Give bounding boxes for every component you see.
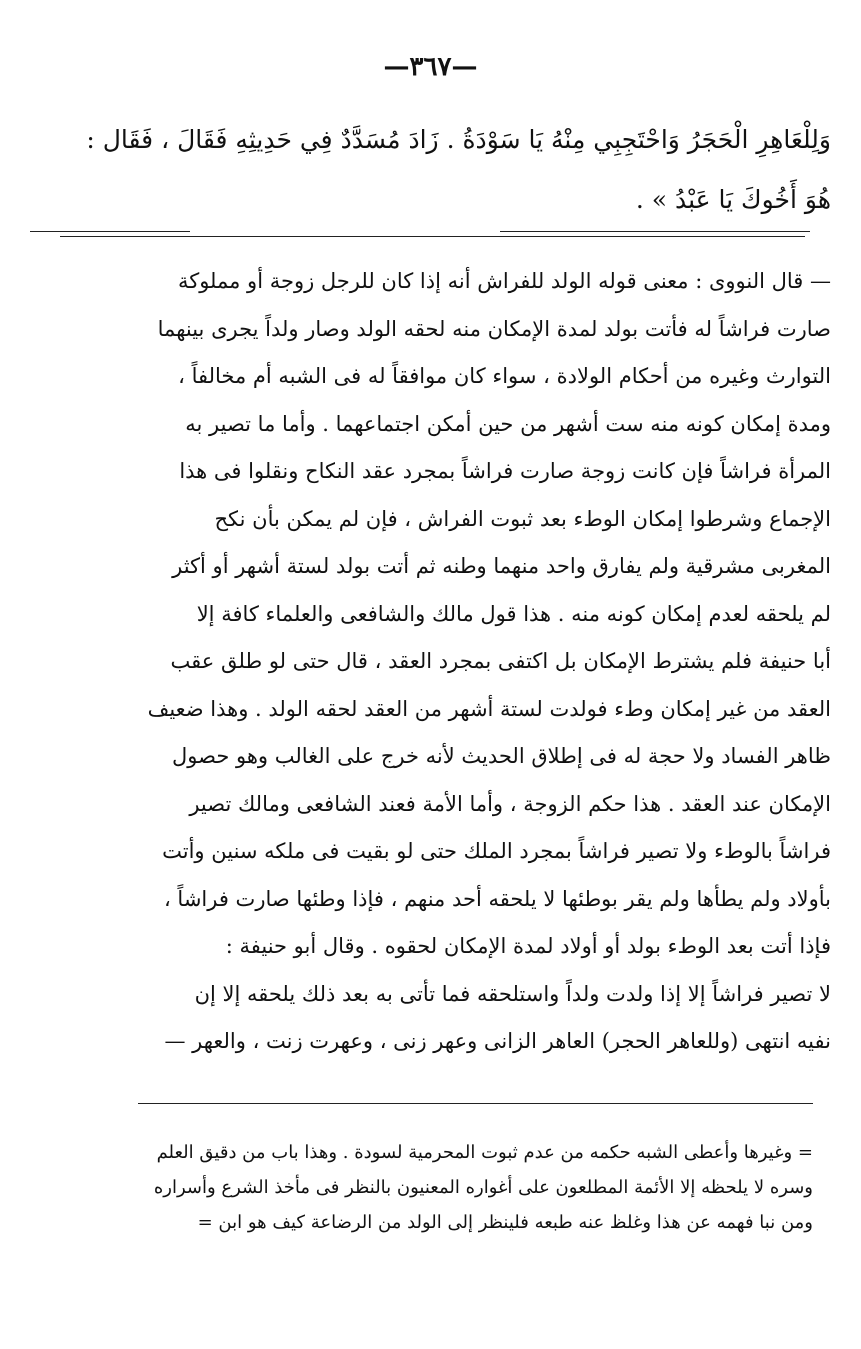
commentary-line: لم يلحقه لعدم إمكان كونه منه . هذا قول مالك والشافعى والعلماء كافة إلا [196, 601, 831, 626]
commentary-line: بأولاد ولم يطأها ولم يقر بوطئها لا يلحقه أحد منهم ، فإذا وطئها صارت فراشاً ، [163, 886, 831, 911]
separator-rule [500, 231, 810, 232]
commentary-line: — قال النووى : معنى قوله الولد للفراش أنه إذا كان للرجل زوجة أو مملوكة [177, 269, 831, 293]
footnote-line: ومن نبا فهمه عن هذا وغلظ عنه طبعه فلينظر إلى الولد من الرضاعة كيف هو ابن = [197, 1212, 813, 1233]
commentary-line: ومدة إمكان كونه منه ست أشهر من حين أمكن اجتماعهما . وأما ما تصير به [185, 411, 831, 436]
hadith-text [26, 110, 831, 230]
commentary-line: المرأة فراشاً فإن كانت زوجة صارت فراشاً بمجرد عقد النكاح ونقلوا فى هذا [179, 459, 831, 483]
commentary-line: أبا حنيفة فلم يشترط الإمكان بل اكتفى بمجرد العقد ، قال حتى لو طلق عقب [170, 649, 831, 673]
commentary-line: العقد من غير إمكان وطء فولدت لستة أشهر من العقد لحقه الولد . وهذا ضعيف [147, 696, 831, 721]
hadith-line: هُوَ أَخُوكَ يَا عَبْدُ » . [635, 185, 831, 214]
commentary-line: فراشاً بالوطء ولا تصير فراشاً بمجرد الملك حتى لو بقيت فى ملكه سنين وأتت [162, 839, 831, 863]
commentary-line: الإمكان عند العقد . هذا حكم الزوجة ، وأما الأمة فعند الشافعى ومالك تصير [189, 791, 831, 816]
footnote-line: = وغيرها وأعطى الشبه حكمه من عدم ثبوت المحرمية لسودة . وهذا باب من دقيق العلم [156, 1142, 813, 1163]
commentary-line: المغربى مشرقية ولم يفارق واحد منهما وطنه ثم أتت بولد لستة أشهر أو أكثر [172, 554, 831, 578]
commentary-line: التوارث وغيره من أحكام الولادة ، سواء كان موافقاً له فى الشبه أم مخالفاً ، [178, 364, 831, 388]
commentary-line: الإجماع وشرطوا إمكان الوطء بعد ثبوت الفراش ، فإن لم يمكن بأن نكح [214, 506, 831, 531]
footnote-text [53, 1135, 813, 1240]
footnote-line: وسره لا يلحظه إلا الأئمة المطلعون على أغواره المعنيون بالنظر فى مأخذ الشرع وأسراره [153, 1177, 813, 1198]
commentary-line: ظاهر الفساد ولا حجة له فى إطلاق الحديث لأنه خرج على الغالب وهو حصول [172, 744, 831, 768]
separator-rule [30, 231, 190, 232]
commentary-text [26, 258, 831, 1066]
hadith-line: وَلِلْعَاهِرِ الْحَجَرُ وَاحْتَجِبِي مِنْهُ يَا سَوْدَةُ . زَادَ مُسَدَّدٌ فِي حَدِيثِهِ فَقَالَ ، فَقَال : [86, 125, 831, 154]
commentary-line: فإذا أتت بعد الوطء بولد أو أولاد لمدة الإمكان لحقوه . وقال أبو حنيفة : [225, 934, 831, 958]
separator-rule [60, 236, 805, 237]
footnote-separator [138, 1103, 813, 1104]
commentary-line: نفيه انتهى (وللعاهر الحجر) العاهر الزانى وعهر زنى ، وعهرت زنت ، والعهر — [164, 1029, 831, 1053]
page-number: —٣٦٧— [383, 52, 478, 82]
commentary-line: صارت فراشاً له فأتت بولد لمدة الإمكان منه لحقه الولد وصار ولداً يجرى بينهما [157, 316, 831, 341]
commentary-line: لا تصير فراشاً إلا إذا ولدت ولداً واستلحقه فما تأتى به بعد ذلك يلحقه إلا إن [194, 981, 831, 1006]
